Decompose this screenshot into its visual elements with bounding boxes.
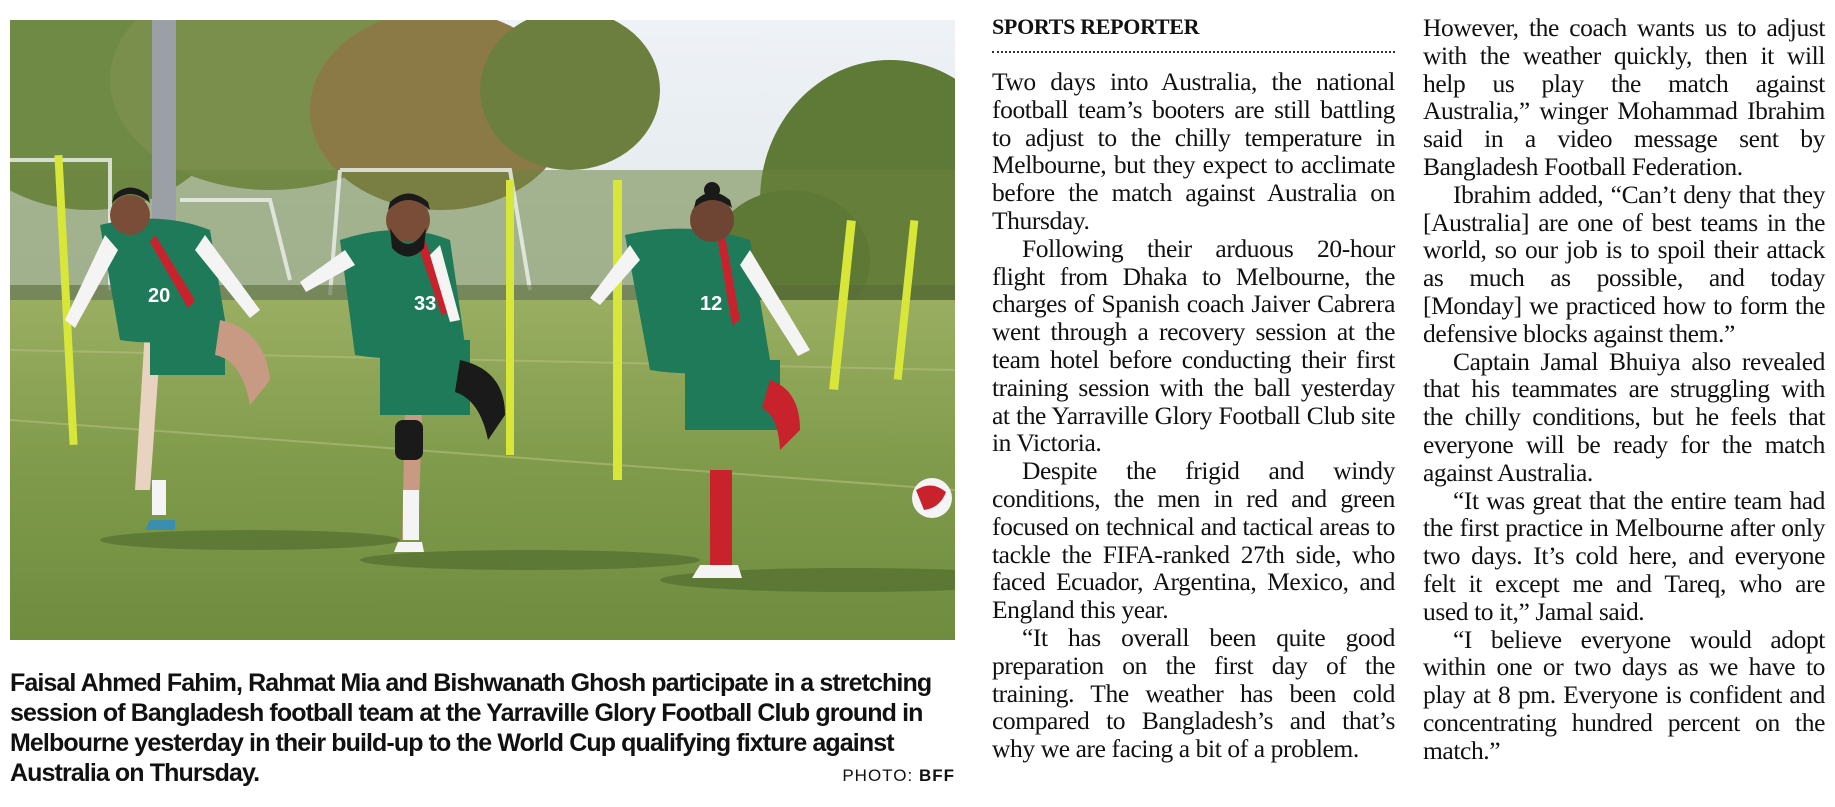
jersey-number-20: 20 xyxy=(148,285,171,307)
article-paragraph: “I believe everyone would adopt within one or two days as we have to play at 8 pm. Everyone is confident and concentrating hundred percent on the match.” xyxy=(1423,624,1825,765)
article-paragraph: Ibrahim added, “Can’t deny that they [Australia] are one of best teams in the world, so our job is to spoil their attack as much as possible, and today [Monday] we practiced how to form the defensive blocks against them.” xyxy=(1423,179,1825,348)
article-paragraph: Following their arduous 20-hour flight from Dhaka to Melbourne, the charges of Spanish coach Jaiver Cabrera went through a recovery session at the team hotel before conducting their first training session with the ball yesterday at the Yarraville Glory Football Club site in Victoria. xyxy=(992,233,1395,458)
photo-caption: Faisal Ahmed Fahim, Rahmat Mia and Bishwanath Ghosh participate in a stretching session of Bangladesh football team at the Yarraville Glory Football Club ground in Melbourne yesterday in their build-up to the World Cup qualifying fixture against Australia on Thursday. xyxy=(10,669,932,787)
news-photo xyxy=(10,20,955,640)
article-column-1 xyxy=(992,68,1395,763)
photo-credit-source: BFF xyxy=(918,766,955,785)
photo-credit-label: PHOTO: xyxy=(842,766,914,785)
article-paragraph: Two days into Australia, the national football team’s booters are still battling to adjust to the chilly temperature in Melbourne, but they expect to acclimate before the match against Australia on Thursday. xyxy=(992,67,1395,235)
article-paragraph: “It was great that the entire team had the first practice in Melbourne after only two days. It’s cold here, and everyone felt it except me and Tareq, who are used to it,” Jamal said. xyxy=(1423,485,1825,626)
article-paragraph: Captain Jamal Bhuiya also revealed that his teammates are struggling with the chilly conditions, but he feels that everyone will be ready for the match against Australia. xyxy=(1423,346,1825,487)
jersey-number-33: 33 xyxy=(414,293,437,315)
article-paragraph: However, the coach wants us to adjust with the weather quickly, then it will help us play the match against Australia,” winger Mohammad Ibrahim said in a video message sent by Bangladesh Football Federation. xyxy=(1423,13,1825,181)
football xyxy=(912,478,952,518)
byline: SPORTS REPORTER xyxy=(992,14,1395,53)
article-paragraph: Despite the frigid and windy conditions, the men in red and green focused on technical and tactical areas to tackle the FIFA-ranked 27th side, who faced Ecuador, Argentina, Mexico, and England this year. xyxy=(992,456,1395,625)
training-scene-illustration xyxy=(10,20,955,640)
article-paragraph: “It has overall been quite good preparation on the first day of the training. The weather has been cold compared to Bangladesh’s and that’s why we are facing a bit of a problem. xyxy=(992,622,1395,764)
photo-credit xyxy=(842,766,955,786)
jersey-number-12: 12 xyxy=(700,293,723,315)
article-column-2 xyxy=(1423,14,1825,765)
